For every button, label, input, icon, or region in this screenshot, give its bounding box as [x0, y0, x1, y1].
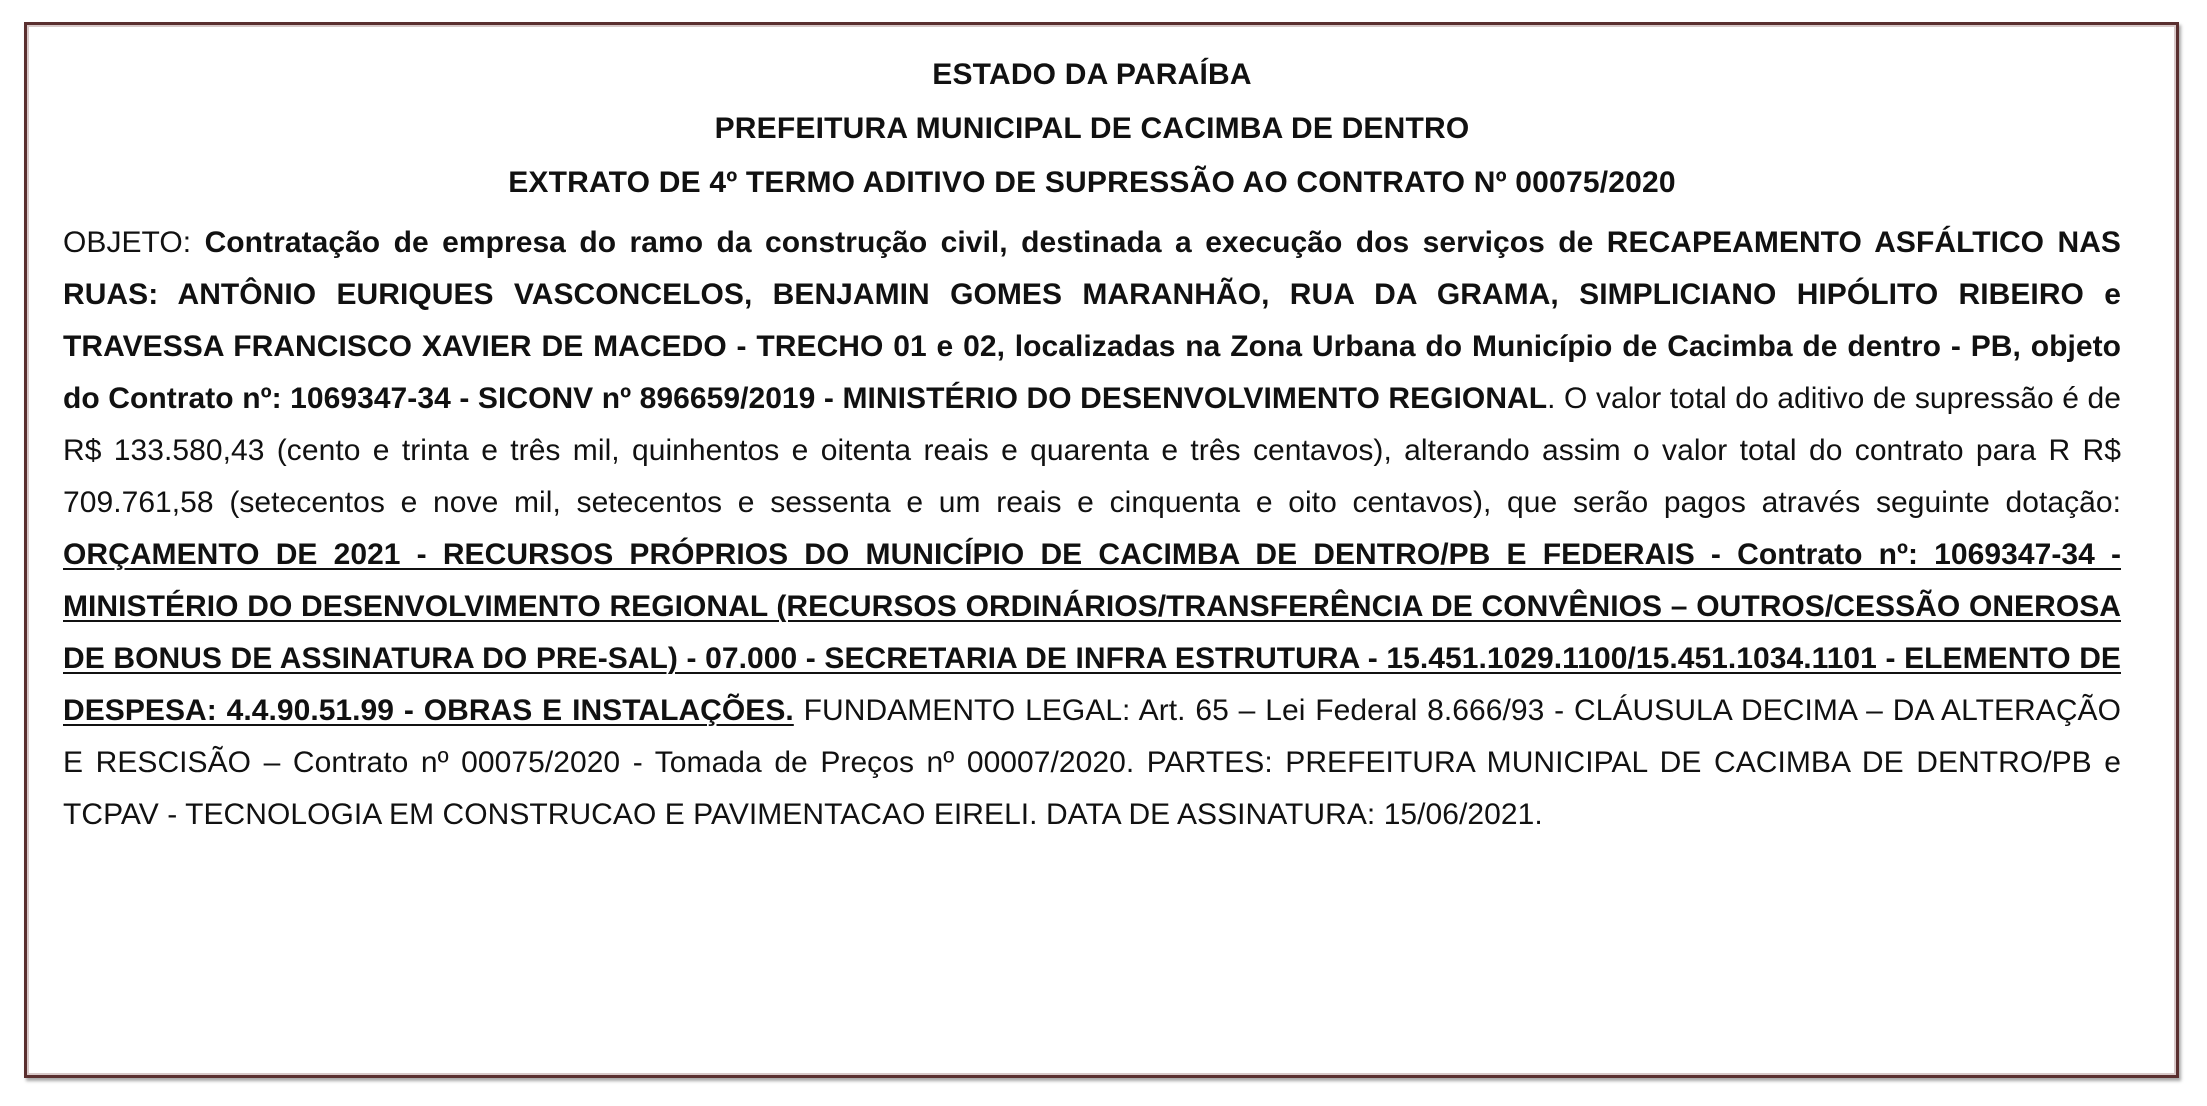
heading-extrato-title: EXTRATO DE 4º TERMO ADITIVO DE SUPRESSÃO AO CONTRATO Nº 00075/2020	[508, 166, 1676, 199]
heading-prefeitura: PREFEITURA MUNICIPAL DE CACIMBA DE DENTRO	[714, 112, 1470, 145]
objeto-label: OBJETO:	[63, 226, 205, 259]
heading-state: ESTADO DA PARAÍBA	[932, 58, 1252, 91]
document-content	[63, 55, 2121, 841]
objeto-text: Contratação de empresa do ramo da construção civil, destinada a execução dos serviços de RECAPEAMENTO ASFÁLTICO NAS RUAS: ANTÔNIO EURIQUES VASCONCELOS, BENJAMIN GOMES MARANHÃO, RUA DA GRAMA, SIMPLICIANO HIPÓLITO RIBEIRO e TRAVESSA FRANCISCO XAVIER DE MACEDO - TRECHO 01 e 02, localizadas na Zona Urbana do Município de Cacimba de dentro - PB, objeto do Contrato nº: 1069347-34 - SICONV nº 896659/2019 - MINISTÉRIO DO DESENVOLVIMENTO REGIONAL	[63, 226, 2121, 415]
dotacao-text: ORÇAMENTO DE 2021 - RECURSOS PRÓPRIOS DO MUNICÍPIO DE CACIMBA DE DENTRO/PB E FEDERAIS - Contrato nº: 1069347-34 - MINISTÉRIO DO DESENVOLVIMENTO REGIONAL (RECURSOS ORDINÁRIOS/TRANSFERÊNCIA DE CONVÊNIOS – OUTROS/CESSÃO ONEROSA DE BONUS DE ASSINATURA DO PRE-SAL) - 07.000 - SECRETARIA DE INFRA ESTRUTURA - 15.451.1029.1100/15.451.1034.1101 - ELEMENTO DE DESPESA: 4.4.90.51.99 - OBRAS E INSTALAÇÕES.	[63, 538, 2121, 727]
fundamento-text: FUNDAMENTO LEGAL: Art. 65 – Lei Federal 8.666/93 - CLÁUSULA DECIMA – DA ALTERAÇÃO E RESCISÃO – Contrato nº 00075/2020 - Tomada de Preços nº 00007/2020. PARTES: PREFEITURA MUNICIPAL DE CACIMBA DE DENTRO/PB e TCPAV - TECNOLOGIA EM CONSTRUCAO E PAVIMENTACAO EIRELI. DATA DE ASSINATURA: 15/06/2021.	[63, 694, 2121, 831]
valor-text: . O valor total do aditivo de supressão é de R$ 133.580,43 (cento e trinta e três mil, quinhentos e oitenta reais e quarenta e três centavos), alterando assim o valor total do contrato para R R$ 709.761,58 (setecentos e nove mil, setecentos e sessenta e um reais e cinquenta e oito centavos), que serão pagos através seguinte dotação:	[63, 382, 2121, 519]
extrato-body-paragraph	[63, 217, 2121, 841]
